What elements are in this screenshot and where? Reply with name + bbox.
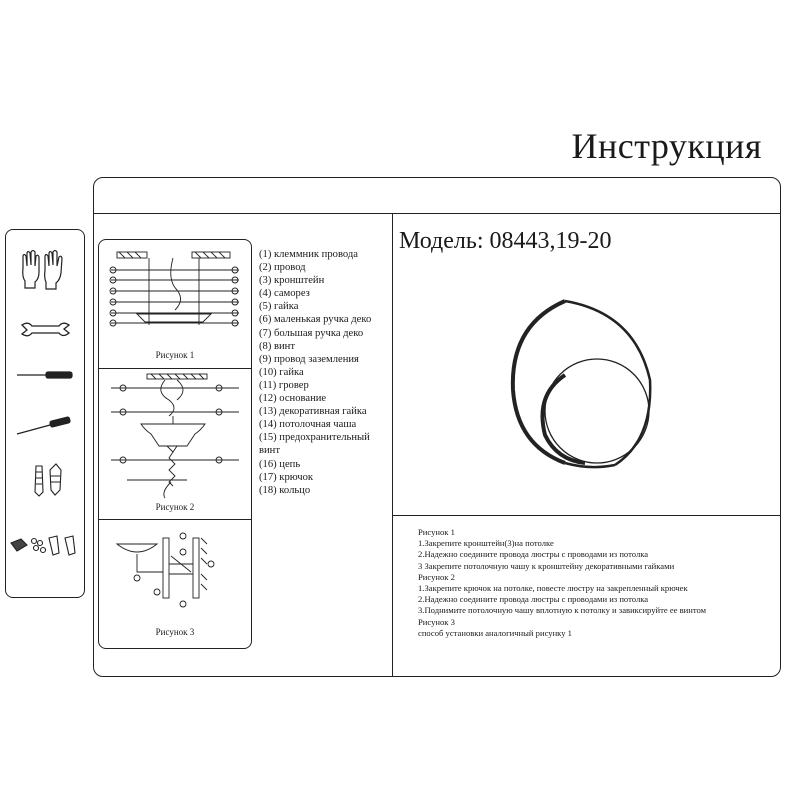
figure-divider-2 (99, 519, 251, 520)
list-item: (9) провод заземления (259, 353, 359, 365)
list-item: 1.Закрепите кронштейн(3)на потолке (418, 538, 554, 549)
figure-2-drawing (107, 372, 243, 500)
figure-1-drawing (107, 250, 243, 350)
figure-2-caption: Рисунок 2 (155, 502, 195, 512)
list-item: (7) большая ручка деко (259, 327, 364, 339)
installation-steps (418, 527, 706, 639)
list-item: 3.Поднимите потолочную чашу вплотную к потолку и завиксируйте ее винтом (418, 605, 707, 616)
model-label: Модель: 08443,19-20 (399, 228, 612, 254)
figures-panel (98, 239, 252, 649)
list-item: 2.Надежно соедините провода люстры с проводами из потолка (418, 549, 649, 560)
list-item: 1.Закрепите крючок на потолке, повесте люстру на закрепленный крючек (418, 583, 688, 594)
parts-list (259, 248, 389, 497)
gloves-icon (18, 248, 73, 292)
header-divider (94, 213, 780, 214)
anchor-screws-icon (32, 462, 64, 498)
list-item: (11) гровер (259, 379, 309, 391)
screwdriver-phillips-icon (16, 417, 74, 437)
list-item: (1) клеммник провода (259, 249, 358, 260)
list-item: (6) маленькая ручка деко (259, 314, 372, 326)
list-item: винт (259, 445, 280, 457)
product-instructions-divider (393, 515, 780, 516)
wrench-icon (19, 320, 71, 340)
list-item: способ установки аналогичный рисунку 1 (418, 627, 572, 638)
list-item: (12) основание (259, 393, 327, 405)
list-item: (3) кронштейн (259, 275, 325, 287)
wire-connectors-icon (9, 533, 83, 557)
lamp-illustration (505, 295, 655, 470)
list-item: Рисунок 2 (418, 571, 455, 582)
list-item: (18) кольцо (259, 484, 311, 496)
list-item: (14) потолочная чаша (259, 419, 357, 431)
list-item: (5) гайка (259, 301, 299, 313)
figure-3-caption: Рисунок 3 (155, 627, 195, 637)
list-item: (17) крючок (259, 471, 314, 483)
figure-3-drawing (107, 524, 243, 624)
list-item: (16) цепь (259, 458, 301, 470)
tools-panel (5, 229, 85, 598)
list-item: (8) винт (259, 340, 295, 352)
list-item: Рисунок 1 (418, 527, 455, 537)
list-item: 3 Закрепите потолочную чашу к кронштейну декоративными гайками (418, 560, 675, 571)
list-item: (2) провод (259, 262, 306, 274)
list-item: (13) декоративная гайка (259, 406, 367, 418)
figure-divider-1 (99, 368, 251, 369)
list-item: (15) предохранительный (259, 432, 370, 444)
screwdriver-flat-icon (16, 370, 74, 380)
document-title: Инструкция (571, 126, 762, 166)
list-item: (10) гайка (259, 366, 304, 378)
list-item: Рисунок 3 (418, 616, 455, 627)
figure-1-caption: Рисунок 1 (155, 350, 195, 360)
column-divider (392, 214, 393, 676)
list-item: (4) саморез (259, 288, 310, 300)
list-item: 2.Надежно соедините провода люстры с проводами из потолка (418, 594, 649, 605)
